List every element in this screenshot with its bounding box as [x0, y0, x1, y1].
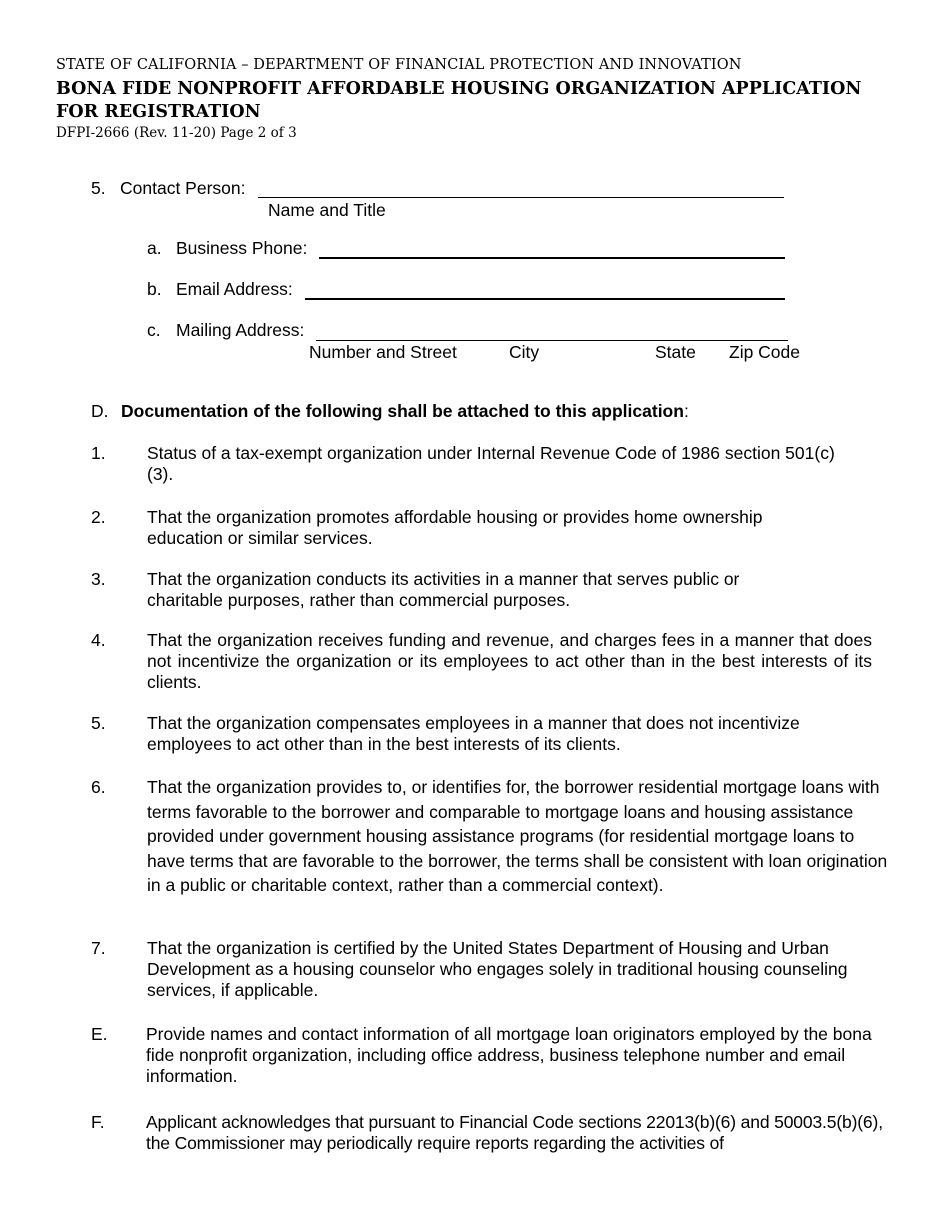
section-f-letter: F. [91, 1112, 105, 1132]
item-text: That the organization promotes affordable housing or provides home ownership education or similar services. [147, 507, 763, 548]
agency-name: STATE OF CALIFORNIA – DEPARTMENT OF FINANCIAL PROTECTION AND INNOVATION [56, 57, 742, 73]
contact-person-field[interactable] [258, 180, 784, 198]
item-text: That the organization receives funding and revenue, and charges fees in a manner that does not incentivize the organization or its employees to act other than in the best interests of its clients. [147, 630, 872, 692]
item-text: That the organization conducts its activities in a manner that serves public or charitable purposes, rather than commercial purposes. [147, 569, 740, 610]
form-title-line1: BONA FIDE NONPROFIT AFFORDABLE HOUSING ORGANIZATION APPLICATION [56, 79, 862, 99]
section-e-text: Provide names and contact information of all mortgage loan originators employed by the bona fide nonprofit organization, including office address, business telephone number and email information. [146, 1024, 872, 1086]
caption-state: State [655, 342, 696, 362]
item-text: That the organization provides to, or identifies for, the borrower residential mortgage loans with terms favorable to the borrower and comparable to mortgage loans and housing assistance provided under government housing assistance programs (for residential mortgage loans to have terms that are favorable to the borrower, the terms shall be consistent with loan origination in a public or charitable context, rather than a commercial context). [147, 777, 888, 896]
section-d-heading: Documentation of the following shall be attached to this application [121, 401, 684, 421]
form-title [56, 78, 861, 124]
section-d-letter: D. [91, 401, 109, 421]
email-address-label: Email Address: [176, 279, 293, 299]
item-text: That the organization compensates employees in a manner that does not incentivize employees to act other than in the best interests of its clients. [147, 713, 800, 754]
section-d-heading-wrap [121, 401, 689, 422]
mailing-address-field[interactable] [316, 323, 788, 341]
item-number: 1. [91, 443, 106, 463]
section-f-text: Applicant acknowledges that pursuant to Financial Code sections 22013(b)(6) and 50003.5(b)(6), the Commissioner may periodically require reports regarding the activities of [146, 1112, 883, 1153]
mailing-address-label: Mailing Address: [176, 320, 305, 340]
section-e-letter: E. [91, 1024, 108, 1044]
mailing-letter: c. [147, 320, 161, 340]
caption-city: City [509, 342, 540, 362]
form-id: DFPI-2666 (Rev. 11-20) Page 2 of 3 [56, 125, 297, 141]
item-text: Status of a tax-exempt organization under Internal Revenue Code of 1986 section 501(c)(3). [147, 443, 835, 484]
caption-street: Number and Street [309, 342, 457, 362]
contact-number: 5. [91, 178, 106, 198]
email-letter: b. [147, 279, 162, 299]
item-number: 6. [91, 777, 106, 797]
item-number: 5. [91, 713, 106, 733]
item-number: 2. [91, 507, 106, 527]
phone-letter: a. [147, 238, 162, 258]
email-address-field[interactable] [305, 281, 785, 300]
form-title-line2: FOR REGISTRATION [56, 102, 261, 122]
item-text: That the organization is certified by the United States Department of Housing and Urban Development as a housing counselor who engages solely in traditional housing counseling services, if applicable. [147, 938, 848, 1000]
section-d-colon: : [683, 401, 689, 421]
item-number: 4. [91, 630, 106, 650]
caption-zip: Zip Code [729, 342, 801, 362]
item-number: 3. [91, 569, 106, 589]
business-phone-field[interactable] [319, 240, 785, 259]
item-number: 7. [91, 938, 106, 958]
contact-person-label: Contact Person: [120, 178, 246, 198]
business-phone-label: Business Phone: [176, 238, 308, 258]
contact-person-caption: Name and Title [268, 200, 386, 220]
